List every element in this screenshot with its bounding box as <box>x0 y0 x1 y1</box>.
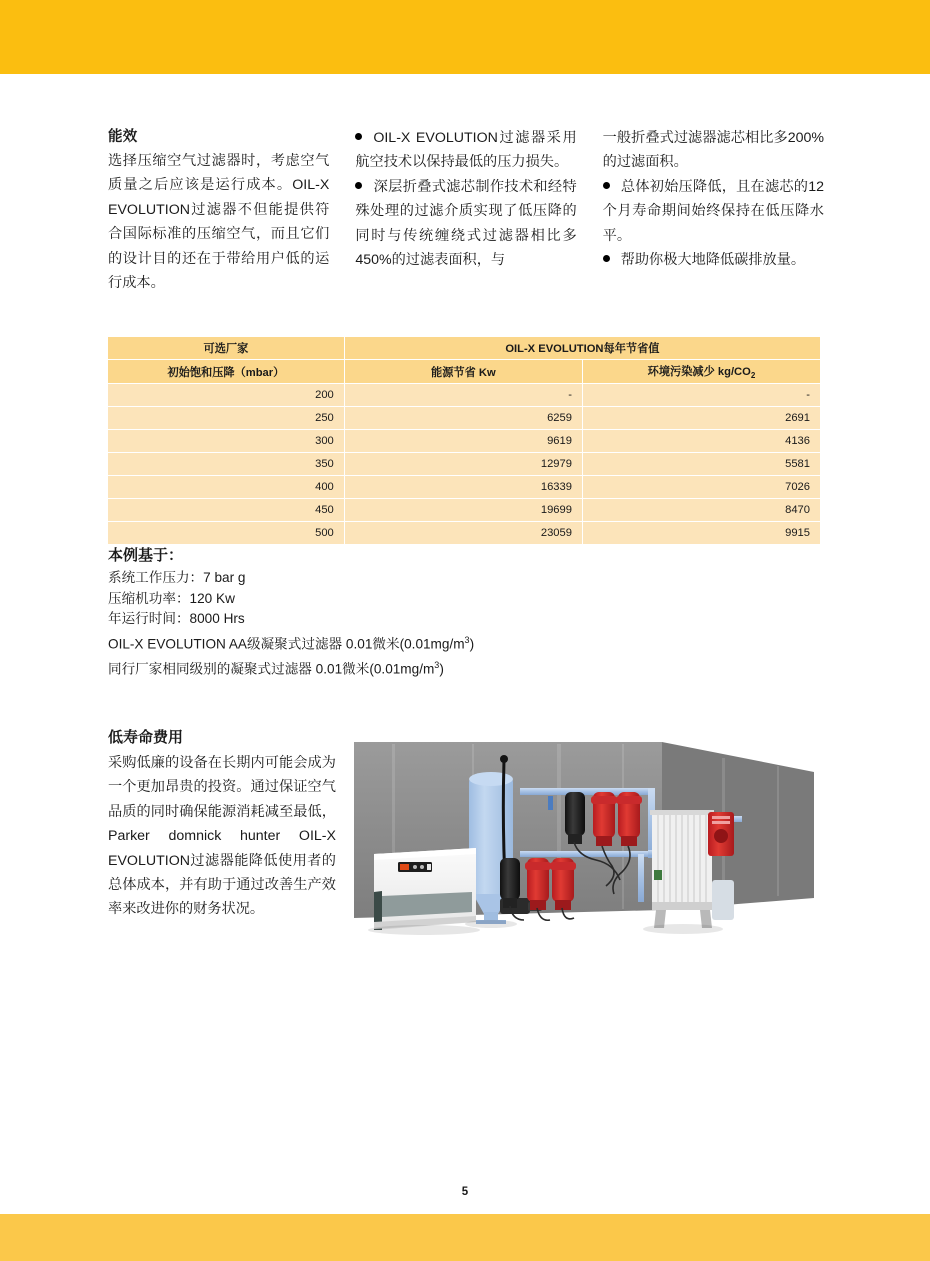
filter-bank-lower <box>500 858 576 910</box>
intro-columns <box>108 126 824 295</box>
cell-kw: 23059 <box>344 522 582 545</box>
basis-heading: 本例基于： <box>108 547 184 564</box>
cell-kw: 12979 <box>344 453 582 476</box>
bullet-item <box>603 175 824 248</box>
bottom-banner-bar <box>0 1214 930 1261</box>
cell-mbar: 350 <box>108 453 344 476</box>
basis-line-oilx-superscript: 3 <box>464 634 470 645</box>
cell-kw: - <box>344 384 582 407</box>
table-header-top-row <box>108 337 820 360</box>
cell-co2: 2691 <box>582 407 820 430</box>
basis-line-oilx-filter <box>108 630 668 655</box>
filter-bank-upper <box>565 792 642 846</box>
table-row <box>108 384 820 407</box>
cell-mbar: 200 <box>108 384 344 407</box>
table-row <box>108 476 820 499</box>
bullet-dot-icon <box>603 255 610 262</box>
cell-co2: - <box>582 384 820 407</box>
bullet-item <box>355 126 576 175</box>
cell-mbar: 500 <box>108 522 344 545</box>
basis-line-competitor-tail: ) <box>439 661 444 677</box>
table-body <box>108 337 820 545</box>
header-manufacturer: 可选厂家 <box>108 337 344 360</box>
basis-line-compressor-power: 压缩机功率：120 Kw <box>108 590 235 606</box>
bullet-dot-icon <box>355 133 362 140</box>
basis-line-oilx-tail: ) <box>469 636 475 652</box>
compressed-air-room-illustration <box>352 730 820 955</box>
dryer-dial-icon <box>714 829 728 843</box>
bullet-text: OIL-X EVOLUTION过滤器采用航空技术以保持最低的压力损失。 <box>355 130 577 171</box>
cell-mbar: 250 <box>108 407 344 430</box>
intro-column-2 <box>355 126 576 295</box>
basis-line-oilx-main: OIL-X EVOLUTION AA级凝聚式过滤器 0.01微米(0.01mg/m <box>108 636 465 652</box>
cell-mbar: 450 <box>108 499 344 522</box>
panel-display-icon <box>400 864 409 870</box>
intro-column-1 <box>108 126 329 295</box>
header-emission-reduction <box>582 360 820 384</box>
basis-line-annual-hours: 年运行时间：8000 Hrs <box>108 611 245 627</box>
table-row <box>108 522 820 545</box>
bullet-dot-icon <box>355 182 362 189</box>
bullet-dot-icon <box>603 182 610 189</box>
illustration-svg <box>352 730 820 955</box>
efficiency-paragraph: 选择压缩空气过滤器时，考虑空气质量之后应该是运行成本。OIL-X EVOLUTION过滤器不但能提供符合国际标准的压缩空气，而且它们的设计目的还在于带给用户低的运行成本。 <box>108 153 330 292</box>
example-basis-block <box>108 545 668 680</box>
bullet-item <box>355 175 576 273</box>
low-life-cost-heading: 低寿命费用 <box>108 729 184 746</box>
cell-kw: 6259 <box>344 407 582 430</box>
cell-co2: 5581 <box>582 453 820 476</box>
bullet-text: 总体初始压降低，且在滤芯的12个月寿命期间始终保持在低压降水平。 <box>602 178 824 244</box>
header-energy-saving: 能源节省 Kw <box>344 360 582 384</box>
low-life-cost-paragraph: 采购低廉的设备在长期内可能会成为一个更加昂贵的投资。通过保证空气品质的同时确保能源消耗减至最低，Parker domnick hunter OIL-X EVOLUTION过滤器能降低使用者的总体成本，并有助于通过改善生产效率来改进你的财务状况。 <box>108 755 336 918</box>
header-emission-reduction-label: 环境污染减少 kg/CO <box>647 365 751 378</box>
basis-line-competitor-filter <box>108 655 668 680</box>
bullet-item <box>603 248 824 272</box>
cell-co2: 8470 <box>582 499 820 522</box>
cell-kw: 19699 <box>344 499 582 522</box>
bullet-text: 帮助你极大地降低碳排放量。 <box>620 252 806 269</box>
cell-kw: 9619 <box>344 430 582 453</box>
bullet-text: 深层折叠式滤芯制作技术和经特殊处理的过滤介质实现了低压降的同时与传统缠绕式过滤器相比多450%的过滤表面积，与 <box>355 178 577 269</box>
basis-line-competitor-superscript: 3 <box>434 659 440 670</box>
cell-mbar: 300 <box>108 430 344 453</box>
cell-mbar: 400 <box>108 476 344 499</box>
cell-co2: 4136 <box>582 430 820 453</box>
air-dryer-cabinet <box>374 848 476 930</box>
header-annual-savings: OIL-X EVOLUTION每年节省值 <box>344 337 820 360</box>
basis-line-competitor-main: 同行厂家相同级别的凝聚式过滤器 0.01微米(0.01mg/m <box>108 661 435 677</box>
table-header-sub-row <box>108 360 820 384</box>
table-row <box>108 499 820 522</box>
low-life-cost-block <box>108 726 336 922</box>
dryer-catch-tank <box>712 880 734 920</box>
table-row <box>108 430 820 453</box>
table-row <box>108 407 820 430</box>
cell-kw: 16339 <box>344 476 582 499</box>
intro-column-3 <box>603 126 824 295</box>
header-emission-subscript: 2 <box>750 371 756 381</box>
header-initial-pressure-drop: 初始饱和压降（mbar） <box>108 360 344 384</box>
cell-co2: 9915 <box>582 522 820 545</box>
cell-co2: 7026 <box>582 476 820 499</box>
section-heading-efficiency: 能效 <box>108 129 138 145</box>
page-number: 5 <box>461 1186 469 1198</box>
table-row <box>108 453 820 476</box>
top-banner-bar <box>0 0 930 74</box>
basis-line-system-pressure: 系统工作压力：7 bar g <box>108 570 246 585</box>
annual-savings-table <box>108 337 820 545</box>
bullet-continuation-text: 一般折叠式过滤器滤芯相比多200%的过滤面积。 <box>602 130 824 171</box>
